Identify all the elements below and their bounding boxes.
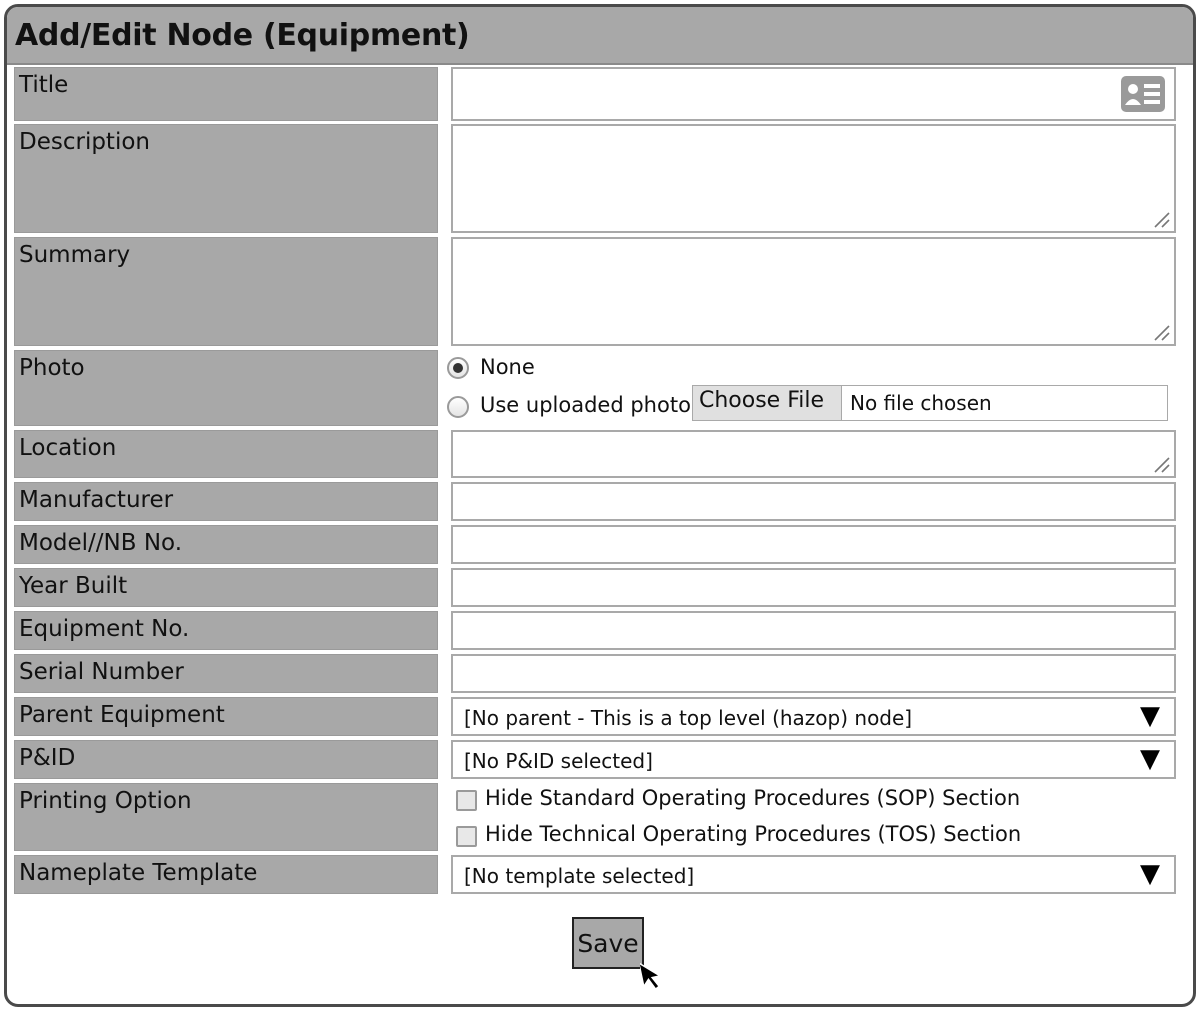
serial-number-input[interactable] [451, 654, 1176, 693]
title-row [14, 67, 1176, 121]
parent-equipment-select[interactable] [451, 697, 1176, 736]
choose-file-button[interactable]: Choose File [693, 386, 842, 420]
dialog-title: Add/Edit Node (Equipment) [15, 17, 470, 53]
photo-file-input[interactable] [692, 385, 1168, 421]
year-built-input[interactable] [451, 568, 1176, 607]
photo-label: Photo [14, 350, 438, 426]
equipment-no-input[interactable] [451, 611, 1176, 650]
summary-label: Summary [14, 237, 438, 346]
equipment-no-label: Equipment No. [14, 611, 438, 650]
photo-row [14, 350, 1176, 426]
dialog-header [7, 7, 1193, 65]
nameplate-template-value: [No template selected] [464, 864, 695, 888]
parent-equipment-value: [No parent - This is a top level (hazop) node] [464, 706, 913, 730]
title-label: Title [14, 67, 438, 121]
manufacturer-input[interactable] [451, 482, 1176, 521]
hide-sop-label: Hide Standard Operating Procedures (SOP) Section [485, 786, 1021, 810]
description-textarea[interactable] [451, 124, 1176, 233]
manufacturer-label: Manufacturer [14, 482, 438, 521]
location-row [14, 430, 1176, 478]
year-built-row [14, 568, 1176, 607]
file-status-text: No file chosen [850, 391, 992, 415]
save-button[interactable]: Save [572, 917, 644, 969]
hide-tos-label: Hide Technical Operating Procedures (TOS) Section [485, 822, 1022, 846]
pid-label: P&ID [14, 740, 438, 779]
serial-number-label: Serial Number [14, 654, 438, 693]
resize-grip-icon[interactable] [1152, 323, 1170, 341]
photo-uploaded-label: Use uploaded photo [480, 393, 691, 417]
contact-card-icon[interactable] [1120, 75, 1166, 113]
printing-option-label: Printing Option [14, 783, 438, 851]
model-label: Model//NB No. [14, 525, 438, 564]
model-input[interactable] [451, 525, 1176, 564]
pid-row [14, 740, 1176, 779]
description-row [14, 124, 1176, 233]
printing-option-row [14, 783, 1176, 851]
parent-equipment-row [14, 697, 1176, 736]
model-row [14, 525, 1176, 564]
pid-value: [No P&ID selected] [464, 749, 653, 773]
pid-select[interactable] [451, 740, 1176, 779]
add-edit-node-dialog [4, 4, 1196, 1007]
hide-tos-checkbox[interactable] [456, 826, 477, 847]
photo-uploaded-radio[interactable] [447, 396, 469, 418]
parent-equipment-label: Parent Equipment [14, 697, 438, 736]
dropdown-arrow-icon[interactable]: ▼ [1140, 859, 1160, 889]
nameplate-template-row [14, 855, 1176, 894]
title-input[interactable] [451, 67, 1176, 121]
photo-none-radio[interactable] [447, 357, 469, 379]
summary-textarea[interactable] [451, 237, 1176, 346]
description-label: Description [14, 124, 438, 233]
serial-number-row [14, 654, 1176, 693]
summary-row [14, 237, 1176, 346]
nameplate-template-label: Nameplate Template [14, 855, 438, 894]
photo-none-label: None [480, 355, 535, 379]
year-built-label: Year Built [14, 568, 438, 607]
hide-sop-checkbox[interactable] [456, 790, 477, 811]
mouse-pointer-icon [640, 959, 670, 999]
manufacturer-row [14, 482, 1176, 521]
resize-grip-icon[interactable] [1152, 455, 1170, 473]
location-textarea[interactable] [451, 430, 1176, 478]
nameplate-template-select[interactable] [451, 855, 1176, 894]
resize-grip-icon[interactable] [1152, 210, 1170, 228]
location-label: Location [14, 430, 438, 478]
dropdown-arrow-icon[interactable]: ▼ [1140, 744, 1160, 774]
equipment-no-row [14, 611, 1176, 650]
dropdown-arrow-icon[interactable]: ▼ [1140, 701, 1160, 731]
